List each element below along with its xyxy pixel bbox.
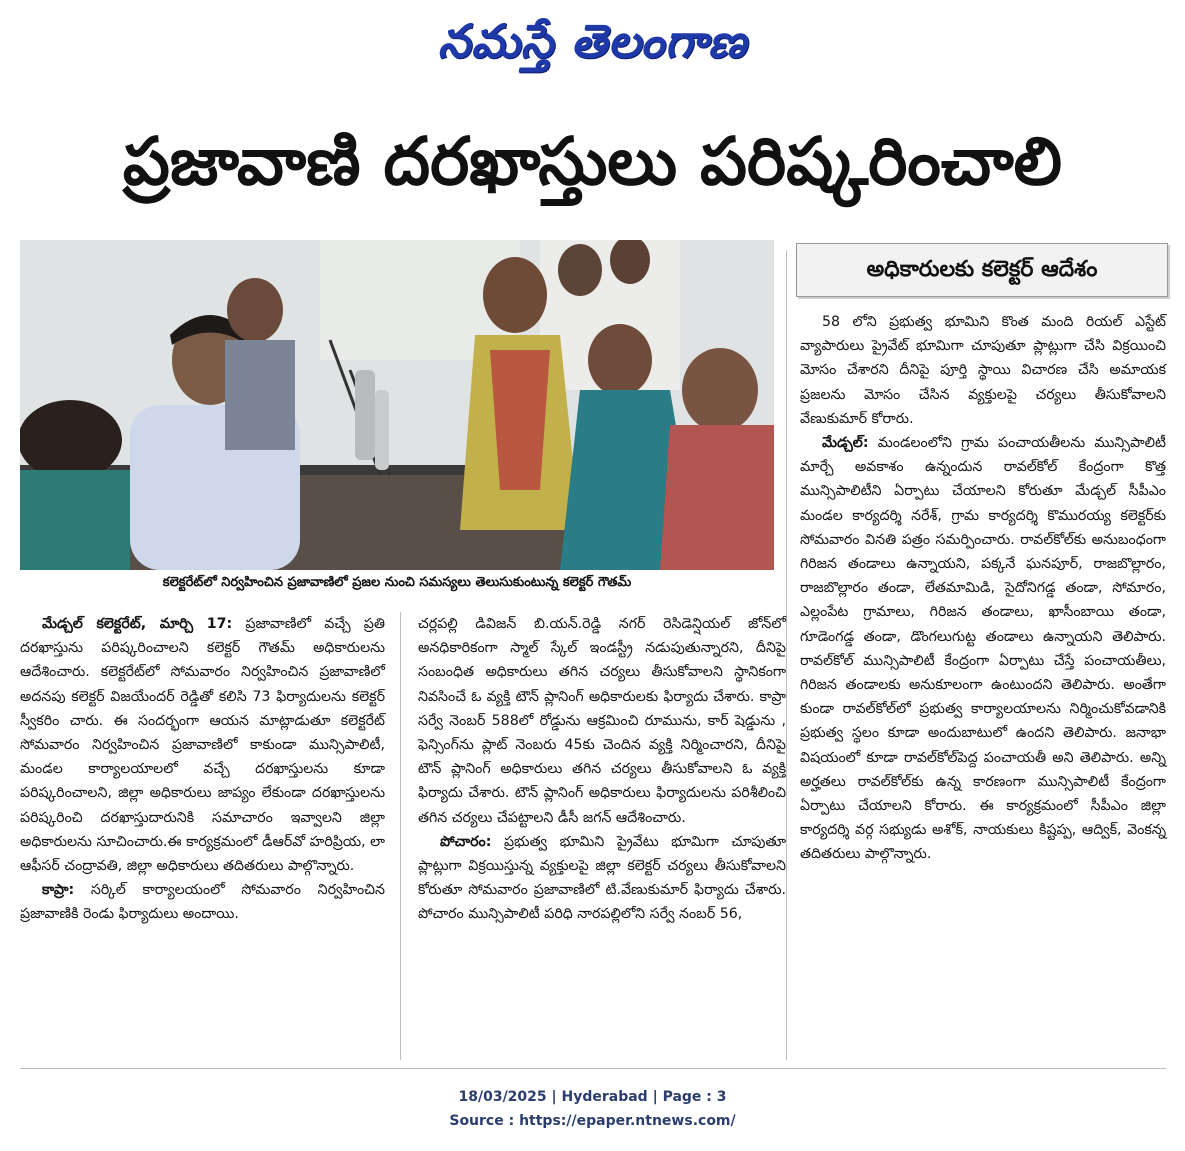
column-paragraph: సర్కిల్ కార్యాలయంలో సోమవారం నిర్వహించిన ప్రజావాణికి రెండు ఫిర్యాదులు అందాయి. bbox=[20, 882, 385, 923]
column-paragraph: 58 లోని ప్రభుత్వ భూమిని కొంత మంది రియల్ ఎస్టేట్ వ్యాపారులు ప్రైవేట్ భూమిగా చూపుతూ ప్లాట్లుగా చేసి విక్రయించి మోసం చేశారని దీనిపై పూర్తి స్థాయి విచారణ చేసి అమాయక ప్రజలను మోసం చేసిన వ్యక్తులపై చర్యలు తీసుకోవాలని వేణుకుమార్ కోరారు. bbox=[800, 314, 1166, 427]
section-lead: మేడ్చల్: bbox=[822, 435, 869, 452]
column-paragraph: ప్రజావాణిలో వచ్చే ప్రతి దరఖాస్తును పరిష్కరించాలని కలెక్టర్ గౌతమ్ అధికారులను ఆదేశించారు. కలెక్టరేట్‌లో సోమవారం నిర్వహించిన ప్రజావాణిలో అదనపు కలెక్టర్ విజయేందర్ రెడ్డితో కలిసి 73 ఫిర్యాదులను కలెక్టర్ స్వీకరిం చారు. ఈ సందర్భంగా ఆయన మాట్లాడుతూ కలెక్టరేట్ సోమవారం నిర్వహించిన ప్రజావాణిలో కాకుండా మున్సిపాలిటీ, మండల కార్యాలయాలలో వచ్చే దరఖాస్తులను కూడా పరిష్కరించాలని, జిల్లా అధికారులు జాప్యం లేకుండా దరఖాస్తులను పరిష్కరించి దరఖాస్తుదారునికి సమాచారం ఇవ్వాలని జిల్లా అధికారులను సూచించారు.ఈ కార్యక్రమంలో డీఆర్‌వో హరిప్రియ, లా ఆఫీసర్ చంద్రావతి, జిల్లా అధికారులు తదితరులు పాల్గొన్నారు. bbox=[20, 616, 385, 875]
footer-divider bbox=[20, 1068, 1166, 1069]
newspaper-masthead: నమస్తే తెలంగాణ bbox=[437, 14, 748, 68]
photo-caption: కలెక్టరేట్‌లో నిర్వహించిన ప్రజావాణిలో ప్రజల నుంచి సమస్యలు తెలుసుకుంటున్న కలెక్టర్ గౌతమ్ bbox=[20, 572, 774, 594]
section-lead: పోచారం: bbox=[440, 833, 492, 850]
column-paragraph: మండలంలోని గ్రామ పంచాయతీలను మున్సిపాలిటీ మార్చే అవకాశం ఉన్నందున రావల్‌కోల్ కేంద్రంగా కొత్త మున్సిపాలిటీని ఏర్పాటు చేయాలని కోరుతూ మేడ్చల్ సీపీఎం మండల కార్యదర్శి నరేశ్, గ్రామ కార్యదర్శి కొమురయ్య కలెక్టర్‌కు సోమవారం వినతి పత్రం సమర్పించారు. రావల్‌కోల్‌కు అనుబంధంగా గిరిజన తండాలు ఉన్నాయని, పక్కనే ఘనపూర్, రాజబొల్లారం, రాజబొల్లారం తండా, లేతమామిడి, సైదోనిగడ్డ తండా, సోమారం, ఎల్లంపేట గ్రామాలు, గిరిజన తండాలు, ఖాసీంబాయి తండా, గూడెంగడ్డ తండా, డొంగలుగుట్ట తండాలు ఉన్నాయని తెలిపారు. రావల్‌కోల్ మున్సిపాలిటీ కేంద్రంగా ఏర్పాటు చేస్తే పంచాయతీలు, గిరిజన తండాలకు అనుకూలంగా ఉంటుందని తెలిపారు. అంతేగా కుండా రావల్‌కోల్‌లో ప్రభుత్వ కార్యాలయాలను నిర్మించుకోవడానికి ప్రభుత్వ స్థలం కూడా అందుబాటులో ఉందని తెలిపారు. జనాభా విషయంలో కూడా రావల్‌కోల్‌పెద్ద పంచాయతీ అని తెలిపారు. అన్ని అర్హతలు రావల్‌కోల్‌కు ఉన్న కారణంగా మున్సిపాలిటీ కేంద్రంగా ఏర్పాటు చేయాలని కోరారు. ఈ కార్యక్రమంలో సీపీఎం జిల్లా కార్యదర్శి వర్గ సభ్యుడు అశోక్, నాయకులు కిష్టప్ప, ఆద్విక్, వెంకన్న తదితరులు పాల్గొన్నారు. bbox=[800, 435, 1166, 863]
column-paragraph: ప్రభుత్వ భూమిని ప్రైవేటు భూమిగా చూపుతూ ప్లాట్లుగా విక్రయిస్తున్న వ్యక్తులపై జిల్లా కలెక్టర్ చర్యలు తీసుకోవాలని కోరుతూ సోమవారం ప్రజావాణిలో టి.వేణుకుమార్ ఫిర్యాదు చేశారు. పోచారం మున్సిపాలిటీ పరిధి నారపల్లిలోని సర్వే నంబర్ 56, bbox=[418, 833, 786, 923]
footer-date-location: 18/03/2025 | Hyderabad | Page : 3 bbox=[458, 1089, 727, 1105]
footer-source-link[interactable]: Source : https://epaper.ntnews.com/ bbox=[449, 1113, 736, 1129]
subheadline-box: అధికారులకు కలెక్టర్ ఆదేశం bbox=[796, 243, 1168, 297]
article-photo bbox=[20, 240, 774, 570]
column-divider bbox=[400, 612, 401, 1060]
article-headline: ప్రజావాణి దరఖాస్తులు పరిష్కరించాలి bbox=[122, 123, 1063, 200]
column-divider bbox=[786, 250, 787, 1060]
photo-illustration bbox=[20, 240, 774, 570]
section-lead: కాప్రా: bbox=[42, 882, 75, 899]
article-column-1 bbox=[20, 612, 385, 927]
column-paragraph: చర్లపల్లి డివిజన్ బి.యన్.రెడ్డి నగర్ రెసిడెన్షియల్ జోన్‌లో అనధికారికంగా స్మాల్ స్కేల్ ఇండస్ట్రీ నడుపుతున్నారని, దీనిపై సంబంధిత అధికారులు తగిన చర్యలు తీసుకోవాలని స్థానికంగా నివసించే ఓ వ్యక్తి టౌన్ ప్లానింగ్ అధికారులకు ఫిర్యాదు చేశారు. కాప్రా సర్వే నెంబర్ 588లో రోడ్డును ఆక్రమించి రూమును, కార్ షెడ్డును , ఫెన్సింగ్‌ను ప్లాట్ నెంబరు 45కు చెందిన వ్యక్తి నిర్మించారని, దీనిపై టౌన్ ప్లానింగ్ అధికారులు తగిన చర్యలు తీసుకోవాలని ఓ వ్యక్తి ఫిర్యాదు చేశారు. టౌన్ ప్లానింగ్ అధికారులు ఫిర్యాదులను పరిశీలించి తగిన చర్యలు చేపట్టాలని డీసీ జగన్ ఆదేశించారు. bbox=[418, 616, 786, 826]
article-column-3 bbox=[800, 310, 1166, 867]
dateline: మేడ్చల్ కలెక్టరేట్, మార్చి 17: bbox=[42, 616, 233, 632]
article-column-2 bbox=[418, 612, 786, 927]
